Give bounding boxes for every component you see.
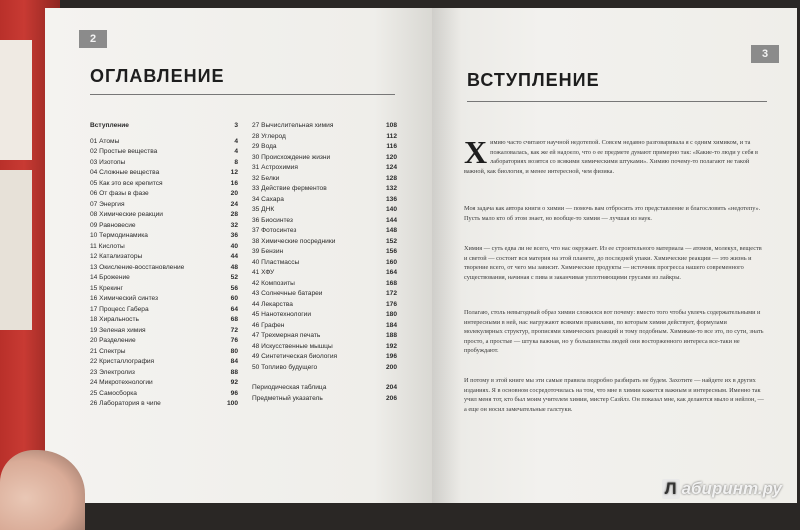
toc-entry-page: 136 — [385, 195, 397, 203]
toc-entry-label: 37 Фотосинтез — [252, 227, 297, 234]
drop-cap: Х — [464, 134, 488, 170]
toc-entry-label: 04 Сложные вещества — [90, 169, 160, 176]
toc-row — [252, 279, 397, 290]
toc-entry-page: 68 — [230, 316, 238, 323]
toc-entry-page: 144 — [385, 216, 397, 224]
toc-row — [252, 310, 397, 321]
paragraph-5: И потому в этой книге мы эти самые правила подробно разбирать не будем. Захотите — найдете их в других изданиях. Я в основном сосредоточилась на том, что мне в химии кажется важным и интересным. Именно так учил меня тот, кто был моим учителем химии, мистер Сазйлз. Он показал мне, как делаются мыло и нейлон, — а еще он носил замечательные галстуки. — [464, 377, 764, 413]
toc-entry-label: 36 Биосинтез — [252, 216, 293, 224]
toc-row — [252, 268, 397, 279]
toc-entry-page: 124 — [385, 164, 397, 171]
toc-entry-label: 10 Термодинамика — [90, 232, 148, 239]
toc-intro-page: 3 — [234, 122, 238, 129]
toc-entry-label: 28 Углерод — [252, 132, 286, 140]
toc-intro-row — [90, 121, 238, 132]
toc-row — [252, 300, 397, 311]
page-number-left: 2 — [79, 30, 107, 48]
toc-row — [90, 347, 238, 358]
toc-entry-page: 48 — [230, 263, 238, 271]
toc-row — [252, 383, 397, 394]
toc-row — [90, 231, 238, 242]
toc-entry-page: 72 — [230, 326, 238, 334]
toc-entry-page: 96 — [230, 389, 238, 397]
toc-entry-page: 84 — [230, 358, 238, 365]
toc-entry-page: 64 — [230, 305, 238, 313]
toc-entry-page: 40 — [230, 242, 238, 250]
toc-row — [252, 121, 397, 132]
toc-entry-label: 24 Микротехнологии — [90, 379, 153, 386]
toc-entry-label: 23 Электролиз — [90, 368, 135, 376]
toc-entry-page: 112 — [386, 132, 397, 140]
toc-entry-page: 156 — [385, 248, 397, 255]
toc-entry-label: 33 Действие ферментов — [252, 185, 327, 192]
toc-entry-label: 27 Вычислительная химия — [252, 122, 334, 129]
toc-entry-label: 48 Искусственные мышцы — [252, 342, 333, 350]
title-rule — [90, 94, 395, 95]
toc-entry-page: 188 — [385, 332, 397, 339]
toc-entry-page: 164 — [385, 269, 397, 276]
toc-intro-label: Вступление — [90, 122, 129, 129]
paragraph-1-text: имию часто считают научной недотепой. Совсем недавно разговаривала я с одним химиком, и та пожаловалась, как же ей надоело, что о ее предмете думают примерно так: «Какие-то люди у себя в лабораториях возятся со всякими химическими штуками». Химию почему-то полагают не такой важной, как биология, и менее интересной, чем физика. — [464, 139, 759, 175]
toc-row — [252, 216, 397, 227]
toc-entry-page: 52 — [230, 274, 238, 281]
toc-entry-page: 76 — [230, 337, 238, 344]
toc-row — [90, 263, 238, 274]
toc-row — [252, 247, 397, 258]
toc-entry-page: 152 — [385, 237, 397, 245]
toc-row — [252, 342, 397, 353]
toc-entry-label: 17 Процесс Габера — [90, 305, 149, 313]
toc-entry-label: 30 Происхождение жизни — [252, 153, 331, 161]
toc-entry-page: 128 — [385, 174, 397, 182]
toc-row — [252, 174, 397, 185]
toc-entry-page: 8 — [234, 158, 238, 166]
toc-entry-page: 200 — [385, 363, 397, 371]
toc-entry-label: Предметный указатель — [252, 394, 323, 402]
toc-entry-page: 204 — [385, 384, 397, 391]
toc-row — [90, 399, 238, 410]
toc-row — [90, 189, 238, 200]
toc-entry-label: 20 Разделение — [90, 337, 136, 344]
toc-row — [252, 226, 397, 237]
toc-row — [90, 200, 238, 211]
toc-row — [252, 237, 397, 248]
toc-row — [252, 195, 397, 206]
toc-row — [90, 294, 238, 305]
toc-entry-label: 05 Как это все крепится — [90, 179, 163, 187]
toc-entry-page: 80 — [230, 347, 238, 355]
toc-entry-label: 45 Нанотехнологии — [252, 311, 312, 318]
toc-entry-label: 50 Топливо будущего — [252, 363, 318, 371]
open-book — [45, 8, 797, 503]
toc-entry-page: 12 — [230, 169, 238, 176]
toc-entry-label: 34 Сахара — [252, 195, 284, 203]
toc-entry-page: 206 — [385, 394, 397, 402]
toc-entry-page: 196 — [385, 353, 397, 360]
left-page — [45, 8, 432, 503]
toc-entry-page: 120 — [385, 153, 397, 161]
toc-row — [90, 357, 238, 368]
toc-row — [252, 132, 397, 143]
toc-title: ОГЛАВЛЕНИЕ — [90, 66, 225, 86]
toc-row — [252, 394, 397, 405]
toc-row — [90, 137, 238, 148]
toc-row — [90, 210, 238, 221]
toc-entry-page: 92 — [230, 379, 238, 386]
toc-entry-page: 24 — [230, 200, 238, 208]
toc-row — [252, 289, 397, 300]
toc-entry-label: 08 Химические реакции — [90, 211, 163, 218]
toc-entry-label: 14 Брожение — [90, 274, 130, 281]
toc-column-2 — [252, 121, 397, 404]
toc-entry-page: 176 — [385, 300, 397, 308]
paragraph-2: Моя задача как автора книги о химии — помочь вам отбросить это представление и благословить «недотепу». Пусть мало кто об этом знает, но вообще-то химия — лучшая из наук. — [464, 205, 761, 222]
toc-row — [252, 258, 397, 269]
toc-entry-label: 03 Изотопы — [90, 158, 126, 166]
toc-entry-label: 25 Самосборка — [90, 389, 137, 397]
paragraph-1 — [464, 134, 764, 176]
toc-row — [90, 284, 238, 295]
toc-entry-label: 22 Кристаллография — [90, 358, 155, 365]
toc-entry-page: 108 — [385, 122, 397, 129]
toc-entry-label: 01 Атомы — [90, 137, 120, 145]
toc-entry-page: 180 — [385, 311, 397, 318]
background-paper-2 — [0, 170, 32, 330]
paragraph-4: Полагаю, столь невыгодный образ химии сложился вот почему: вместо того чтобы увлечь содержательными и интересными в ней, нас нагружают всякими правилами, по которым химия действует, формулами молекулярных структур, прописями химических реакций и тому подобным. Химикам-то все это, по сути, знать просто, а простые — штука важная, но у большинства людей они восторженного интереса все-таки не пробуждают. — [464, 309, 764, 354]
toc-row — [90, 378, 238, 389]
watermark-badge: Л — [662, 479, 680, 499]
toc-entry-label: 18 Хиральность — [90, 316, 139, 323]
toc-entry-page: 16 — [230, 179, 238, 187]
toc-entry-label: 16 Химический синтез — [90, 295, 159, 302]
toc-entry-label: 31 Астрохимия — [252, 164, 298, 171]
toc-entry-page: 28 — [230, 211, 238, 218]
toc-entry-page: 148 — [385, 227, 397, 234]
toc-entry-page: 160 — [385, 258, 397, 266]
toc-entry-page: 56 — [230, 284, 238, 292]
toc-entry-label: 46 Графен — [252, 321, 285, 329]
toc-entry-page: 132 — [385, 185, 397, 192]
toc-row — [252, 163, 397, 174]
section-rule — [467, 101, 767, 102]
toc-entry-label: Периодическая таблица — [252, 384, 327, 391]
toc-entry-page: 192 — [385, 342, 397, 350]
toc-entry-page: 32 — [230, 221, 238, 229]
toc-entry-page: 20 — [230, 190, 238, 197]
toc-row — [90, 326, 238, 337]
toc-row — [90, 389, 238, 400]
background-paper — [0, 40, 32, 160]
page-number-right: 3 — [751, 45, 779, 63]
toc-row — [252, 205, 397, 216]
watermark-text: абиринт.ру — [681, 479, 782, 498]
toc-entry-label: 02 Простые вещества — [90, 148, 158, 155]
toc-row — [90, 147, 238, 158]
toc-entry-label: 26 Лаборатория в чипе — [90, 400, 161, 407]
toc-row — [90, 315, 238, 326]
toc-row — [252, 331, 397, 342]
toc-entry-label: 12 Катализаторы — [90, 253, 143, 260]
toc-entry-label: 19 Зеленая химия — [90, 326, 146, 334]
toc-row — [90, 158, 238, 169]
toc-entry-label: 41 ХФУ — [252, 269, 275, 276]
toc-spacer — [252, 373, 397, 383]
watermark — [662, 479, 782, 499]
toc-entry-label: 32 Белки — [252, 174, 280, 182]
toc-entry-page: 4 — [234, 148, 238, 155]
toc-row — [90, 273, 238, 284]
toc-entry-page: 44 — [230, 253, 238, 260]
toc-entry-page: 172 — [385, 290, 397, 297]
toc-entry-label: 07 Энергия — [90, 200, 125, 208]
right-page — [432, 8, 797, 503]
paragraph-3: Химия — суть едва ли не всего, что нас окружает. Из ее строительного материала — атомов, молекул, веществ и светой — состоит вся материя на этой планете, до последней упаки. Химические реакции — это жизнь и творение всего, от чего мы зависит. Химические продукты — источник прогресса нашего современного существования, начиная с пива и заканчивая уплотняющими грусами из лайкры. — [464, 245, 762, 281]
toc-row — [252, 142, 397, 153]
toc-row — [90, 221, 238, 232]
toc-entry-page: 168 — [385, 279, 397, 287]
toc-entry-page: 88 — [230, 368, 238, 376]
toc-row — [90, 242, 238, 253]
toc-row — [90, 305, 238, 316]
toc-entry-label: 47 Трехмерная печать — [252, 332, 321, 339]
toc-entry-page: 116 — [386, 143, 397, 150]
toc-entry-label: 06 От фазы в фазе — [90, 190, 149, 197]
section-title: ВСТУПЛЕНИЕ — [467, 70, 600, 90]
toc-entry-page: 4 — [234, 137, 238, 145]
toc-row — [252, 321, 397, 332]
toc-entry-label: 21 Спектры — [90, 347, 126, 355]
toc-entry-label: 42 Композиты — [252, 279, 295, 287]
toc-entry-page: 100 — [226, 400, 238, 407]
toc-entry-label: 40 Пластмассы — [252, 258, 300, 266]
toc-row — [252, 352, 397, 363]
toc-row — [90, 368, 238, 379]
toc-entry-label: 15 Крекинг — [90, 284, 123, 292]
toc-entry-label: 13 Окисление-восстановление — [90, 263, 185, 271]
toc-row — [90, 168, 238, 179]
toc-row — [90, 252, 238, 263]
toc-entry-label: 43 Солнечные батареи — [252, 290, 323, 297]
toc-entry-label: 11 Кислоты — [90, 242, 125, 250]
toc-entry-label: 09 Равновесие — [90, 221, 136, 229]
toc-row — [252, 363, 397, 374]
toc-entry-label: 29 Вода — [252, 143, 277, 150]
toc-entry-page: 184 — [385, 321, 397, 329]
toc-entry-page: 60 — [230, 295, 238, 302]
toc-entry-label: 49 Синтетическая биология — [252, 353, 338, 360]
toc-row — [90, 336, 238, 347]
toc-entry-label: 38 Химические посредники — [252, 237, 336, 245]
toc-column-1 — [90, 121, 238, 410]
toc-entry-label: 39 Бензин — [252, 248, 284, 255]
toc-entry-label: 44 Лекарства — [252, 300, 293, 308]
toc-entry-page: 140 — [385, 206, 397, 213]
toc-row — [90, 179, 238, 190]
toc-entry-page: 36 — [230, 232, 238, 239]
toc-row — [252, 184, 397, 195]
toc-row — [252, 153, 397, 164]
toc-entry-label: 35 ДНК — [252, 206, 275, 213]
